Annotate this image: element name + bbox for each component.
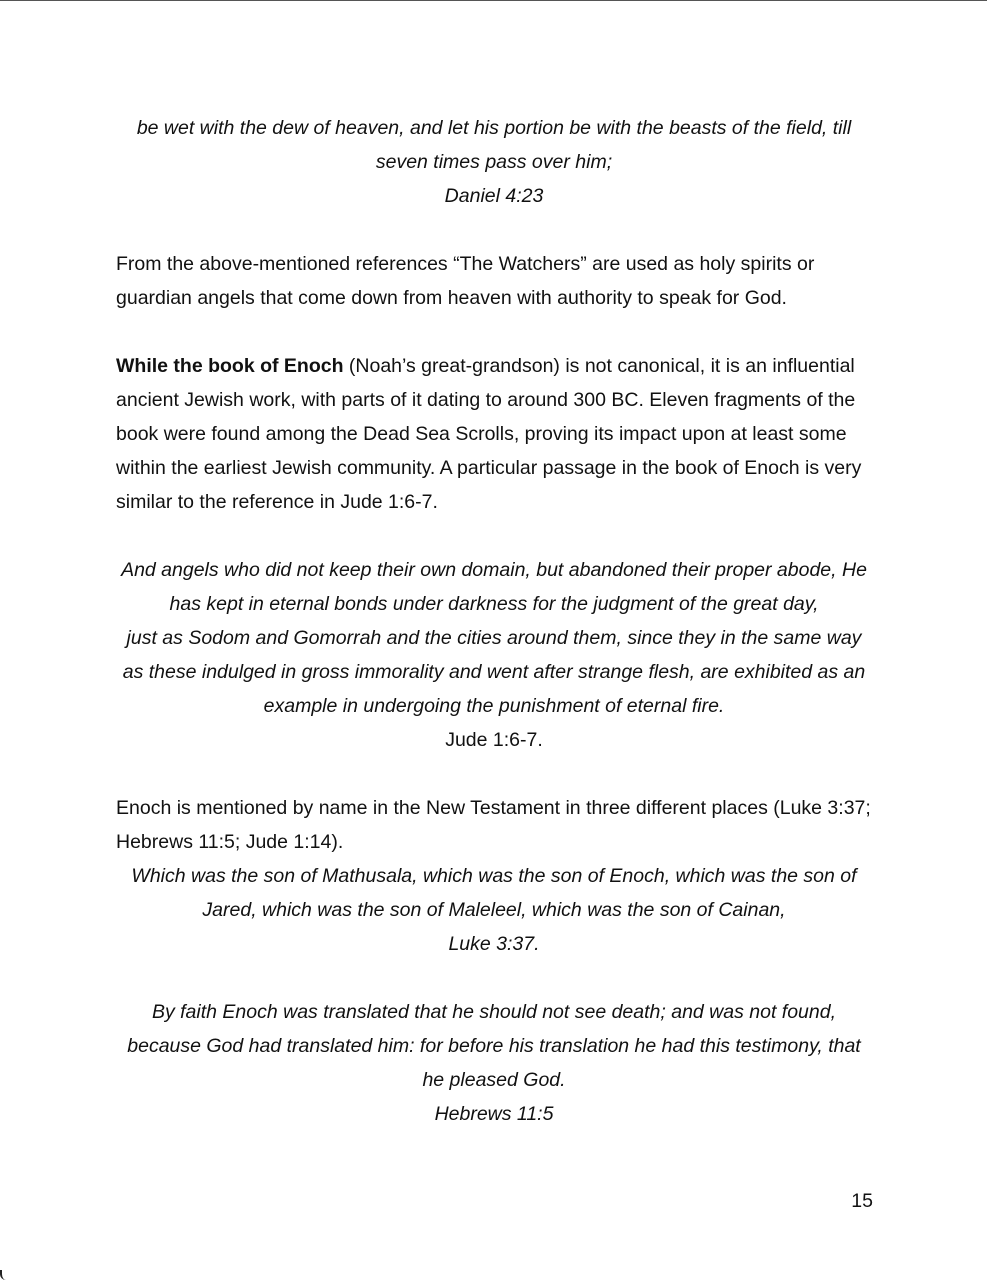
quote-line: has kept in eternal bonds under darkness for the judgment of the great day, xyxy=(169,593,819,615)
quote-reference: Daniel 4:23 xyxy=(444,185,544,207)
quote-line: example in undergoing the punishment of eternal fire. xyxy=(263,695,725,717)
quote-line: Which was the son of Mathusala, which was the son of Enoch, which was the son of xyxy=(131,865,857,887)
quote-reference: Hebrews 11:5 xyxy=(434,1103,554,1125)
jude-quote xyxy=(116,553,872,757)
top-border xyxy=(0,0,987,1)
paragraph-line: similar to the reference in Jude 1:6-7. xyxy=(116,491,438,513)
spacer xyxy=(116,519,872,553)
page-corner-mark xyxy=(0,1270,8,1280)
quote-line: And angels who did not keep their own domain, but abandoned their proper abode, He xyxy=(121,559,867,581)
paragraph-line xyxy=(116,349,872,383)
spacer xyxy=(116,213,872,247)
spacer xyxy=(116,757,872,791)
daniel-quote xyxy=(116,111,872,213)
quote-line: as these indulged in gross immorality and went after strange flesh, are exhibited as an xyxy=(122,661,866,683)
spacer xyxy=(116,315,872,349)
quote-line: he pleased God. xyxy=(422,1069,566,1091)
quote-line: seven times pass over him; xyxy=(375,151,613,173)
enoch-paragraph xyxy=(116,349,872,519)
enoch-mentions-paragraph xyxy=(116,791,872,859)
quote-line: By faith Enoch was translated that he should not see death; and was not found, xyxy=(151,1001,837,1023)
bold-lead: While the book of Enoch xyxy=(116,355,344,377)
quote-line: because God had translated him: for before his translation he had this testimony, that xyxy=(127,1035,861,1057)
paragraph-line: within the earliest Jewish community. A particular passage in the book of Enoch is very xyxy=(116,457,862,479)
hebrews-quote xyxy=(116,995,872,1131)
quote-reference: Jude 1:6-7. xyxy=(445,729,543,751)
paragraph-line: From the above-mentioned references “The Watchers” are used as holy spirits or xyxy=(116,253,815,275)
paragraph-line: book were found among the Dead Sea Scrolls, proving its impact upon at least some xyxy=(116,423,847,445)
quote-line: just as Sodom and Gomorrah and the cities around them, since they in the same way xyxy=(126,627,862,649)
quote-line: Jared, which was the son of Maleleel, which was the son of Cainan, xyxy=(202,899,786,921)
quote-line: be wet with the dew of heaven, and let his portion be with the beasts of the field, till xyxy=(136,117,852,139)
paragraph-line: guardian angels that come down from heaven with authority to speak for God. xyxy=(116,287,787,309)
paragraph-line: ancient Jewish work, with parts of it dating to around 300 BC. Eleven fragments of the xyxy=(116,389,856,411)
luke-quote xyxy=(116,859,872,961)
paragraph-line: Enoch is mentioned by name in the New Testament in three different places (Luke 3:37; xyxy=(116,797,871,819)
watchers-paragraph xyxy=(116,247,872,315)
spacer xyxy=(116,961,872,995)
page-content xyxy=(116,111,872,1131)
paragraph-text: (Noah’s great-grandson) is not canonical, it is an influential xyxy=(343,355,855,377)
page-number: 15 xyxy=(851,1190,873,1212)
quote-reference: Luke 3:37. xyxy=(448,933,540,955)
paragraph-line: Hebrews 11:5; Jude 1:14). xyxy=(116,831,344,853)
